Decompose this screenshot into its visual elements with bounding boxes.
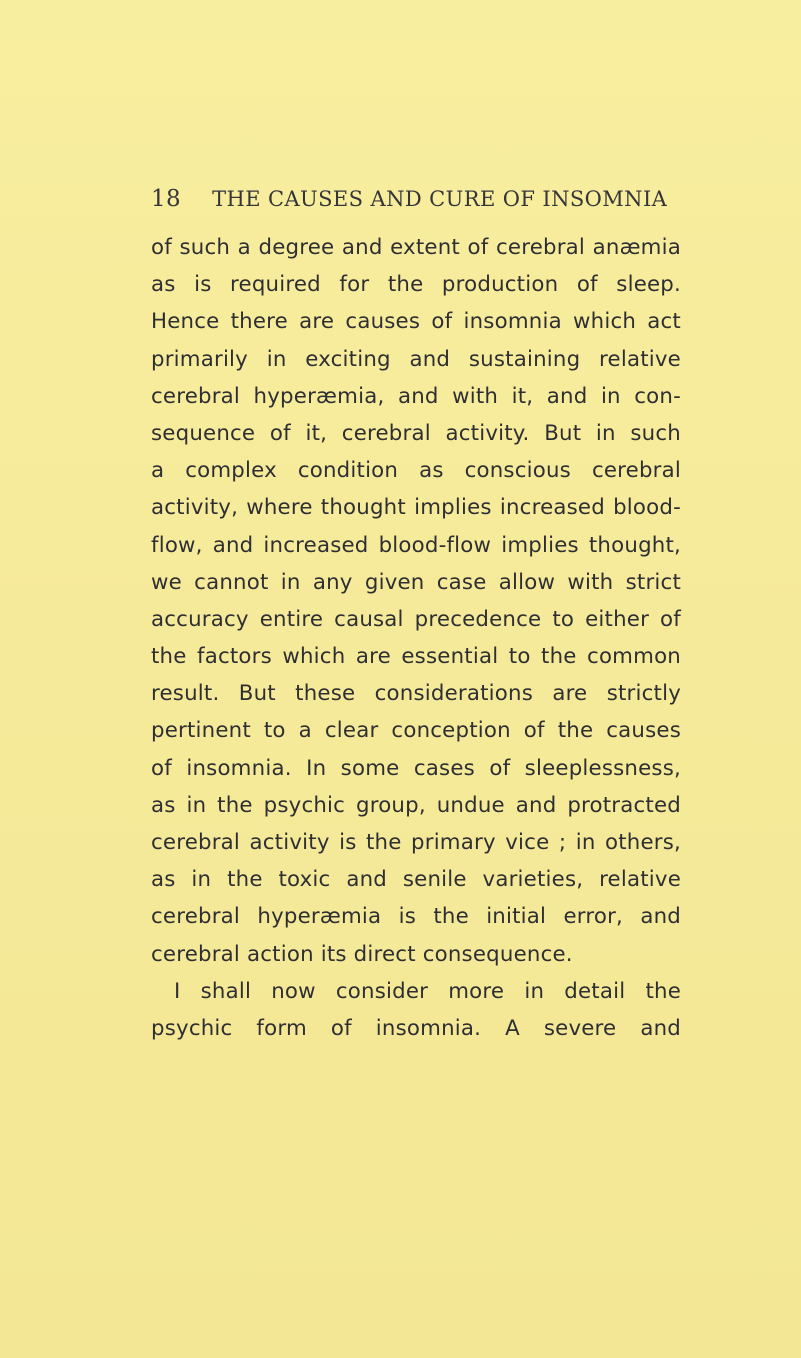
text-line: we cannot in any given case allow with strict	[151, 569, 681, 595]
text-line: psychic form of insomnia. A severe and	[151, 1015, 681, 1041]
text-line: cerebral hyperæmia is the initial error, and	[151, 904, 681, 930]
text-line: as is required for the production of sleep.	[151, 272, 681, 298]
text-line: sequence of it, cerebral activity. But in such	[151, 420, 681, 446]
text-line: a complex condition as conscious cerebral	[151, 458, 681, 484]
text-line: of insomnia. In some cases of sleeplessness,	[151, 755, 681, 781]
text-line: result. But these considerations are strictly	[151, 681, 681, 707]
text-line: primarily in exciting and sustaining relative	[151, 346, 681, 372]
text-line: I shall now consider more in detail the	[174, 978, 681, 1004]
page-header	[151, 186, 711, 222]
body-text	[151, 229, 681, 1047]
text-line: as in the psychic group, undue and protracted	[151, 792, 681, 818]
text-line: accuracy entire causal precedence to either of	[151, 606, 681, 632]
text-line: cerebral activity is the primary vice ; in others,	[151, 830, 681, 855]
text-line: cerebral action its direct consequence.	[151, 941, 573, 967]
text-line: pertinent to a clear conception of the causes	[151, 718, 681, 744]
text-line: as in the toxic and senile varieties, relative	[151, 867, 681, 893]
text-line: cerebral hyperæmia, and with it, and in con-	[151, 383, 681, 409]
text-line: of such a degree and extent of cerebral anæmia	[151, 235, 681, 260]
text-line: Hence there are causes of insomnia which act	[151, 309, 681, 335]
page-number: 18	[151, 186, 182, 212]
text-line: activity, where thought implies increased blood-	[151, 495, 681, 521]
text-line: flow, and increased blood-flow implies thought,	[151, 532, 681, 558]
text-line: the factors which are essential to the common	[151, 644, 681, 670]
running-head: THE CAUSES AND CURE OF INSOMNIA	[212, 187, 668, 211]
